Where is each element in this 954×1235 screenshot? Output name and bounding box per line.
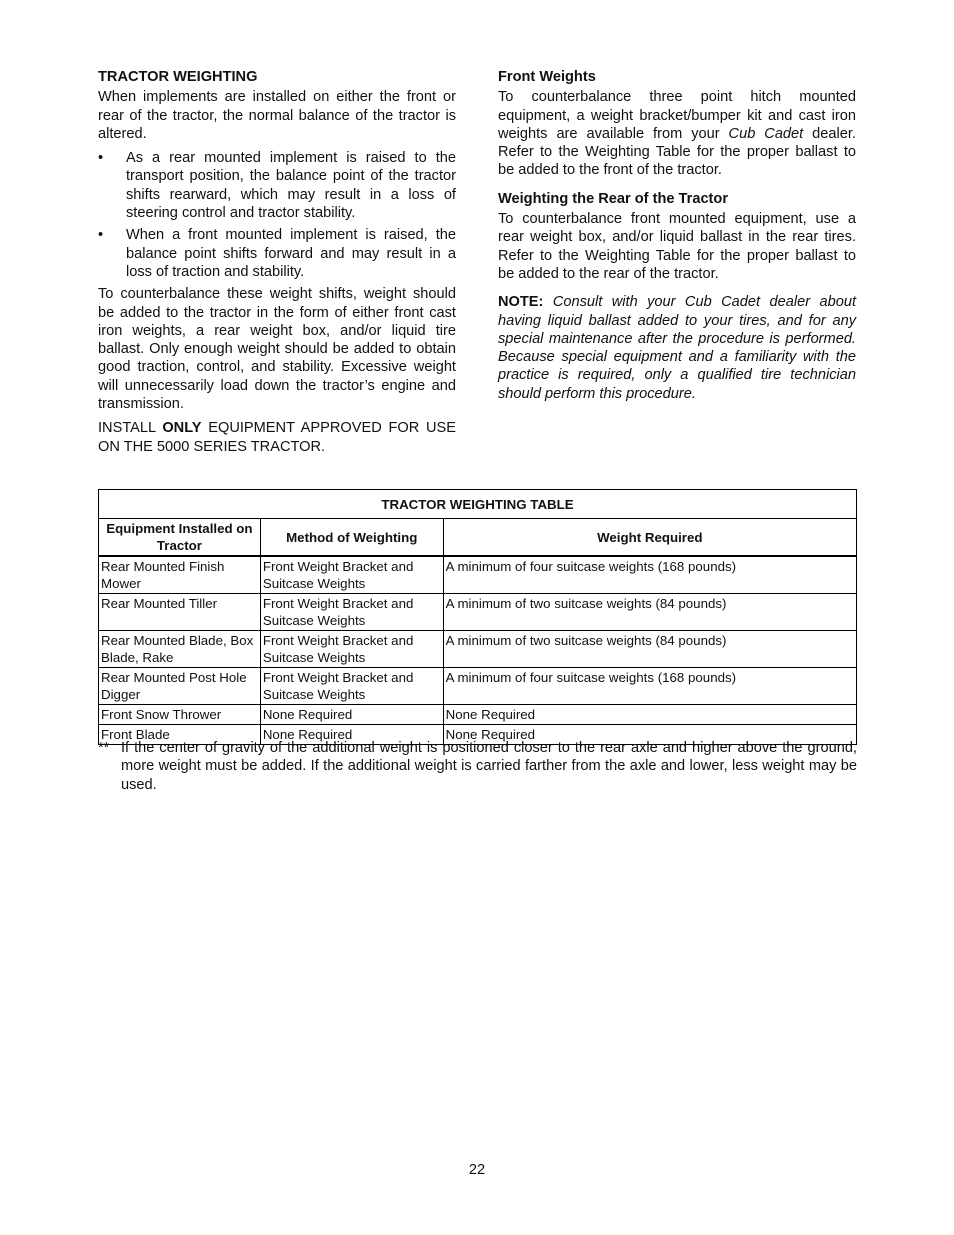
table-cell: Front Snow Thrower (99, 705, 261, 725)
install-bold: ONLY (162, 420, 202, 437)
front-text-pre: To counterbalance three point hitch mounted equipment, a weight bracket/bumper kit and cast iron weights are available from your (498, 89, 856, 142)
counterbalance-paragraph: To counterbalance these weight shifts, weight should be added to the tractor in the form of either front cast iron weights, a rear weight box, and/or liquid tire ballast. Only enough weight should be added to obtain good traction, control, and stability. Excessive weight will unnecessarily load down the tractor’s engine and transmission. (98, 286, 456, 413)
bullet-list (98, 149, 456, 281)
table-cell: A minimum of four suitcase weights (168 pounds) (443, 668, 856, 705)
table-row (99, 594, 857, 631)
bullet-item (98, 149, 456, 222)
bullet-mark: • (98, 227, 104, 244)
bullet-mark: • (98, 150, 104, 167)
table-cell: Rear Mounted Tiller (99, 594, 261, 631)
column-header: Weight Required (443, 519, 856, 557)
rear-weighting-paragraph: To counterbalance front mounted equipment, use a rear weight box, and/or liquid ballast in the rear tires. Refer to the Weighting Table for the proper ballast to be added to the rear of the tractor. (498, 211, 856, 282)
brand-name: Cub Cadet (728, 125, 804, 142)
table-cell: None Required (443, 705, 856, 725)
column-header: Method of Weighting (260, 519, 443, 557)
front-weights-paragraph (498, 88, 856, 179)
table-row (99, 668, 857, 705)
table-cell: Rear Mounted Blade, Box Blade, Rake (99, 631, 261, 668)
install-pre: INSTALL (98, 420, 163, 437)
note-paragraph (498, 293, 856, 403)
table-cell: Front Blade (99, 725, 261, 745)
footnote-mark: ** (98, 740, 110, 756)
front-text-post: dealer. Refer to the Weighting Table for the proper ballast to be added to the front of the tractor. (498, 125, 856, 179)
bullet-text: When a front mounted implement is raised, the balance point shifts forward and may result in a loss of traction and stability. (126, 227, 456, 280)
table-cell: Rear Mounted Finish Mower (99, 556, 261, 594)
right-column (498, 68, 856, 409)
left-column (98, 68, 456, 462)
table-cell: Rear Mounted Post Hole Digger (99, 668, 261, 705)
table-header-row (99, 519, 857, 557)
bullet-text: As a rear mounted implement is raised to the transport position, the balance point of the tractor shifts rearward, which may result in a loss of steering control and tractor stability. (126, 150, 456, 222)
column-header: Equipment Installed on Tractor (99, 519, 261, 557)
table-cell: Front Weight Bracket and Suitcase Weights (260, 556, 443, 594)
page-number: 22 (468, 1162, 486, 1178)
section-heading-tractor-weighting: TRACTOR WEIGHTING (98, 69, 258, 85)
intro-paragraph: When implements are installed on either the front or rear of the tractor, the normal balance of the tractor is altered. (98, 89, 456, 142)
table-cell: None Required (443, 725, 856, 745)
note-text: Consult with your Cub Cadet dealer about having liquid ballast added to your tires, and for any special maintenance after the procedure is performed. Because special equipment and a familiarity with the practice is required, only a qualified tire technician should perform this procedure. (498, 294, 856, 402)
table-cell: A minimum of two suitcase weights (84 pounds) (443, 631, 856, 668)
table-cell: None Required (260, 705, 443, 725)
table-cell: A minimum of two suitcase weights (84 pounds) (443, 594, 856, 631)
table-title: TRACTOR WEIGHTING TABLE (99, 490, 857, 519)
section-heading-rear-weighting: Weighting the Rear of the Tractor (498, 190, 729, 207)
table-cell: None Required (260, 725, 443, 745)
note-label: NOTE: (498, 294, 544, 311)
table-cell: Front Weight Bracket and Suitcase Weights (260, 668, 443, 705)
table-cell: Front Weight Bracket and Suitcase Weights (260, 631, 443, 668)
table-cell: Front Weight Bracket and Suitcase Weights (260, 594, 443, 631)
install-warning (98, 419, 456, 456)
table-cell: A minimum of four suitcase weights (168 pounds) (443, 556, 856, 594)
footnote-text: If the center of gravity of the additional weight is positioned closer to the rear axle and higher above the ground, more weight must be added. If the additional weight is carried farther from the axle and lower, less weight may be used. (121, 740, 857, 793)
table-row (99, 631, 857, 668)
table-row (99, 556, 857, 594)
section-heading-front-weights: Front Weights (498, 69, 596, 85)
table-footnote (98, 739, 857, 794)
table-row (99, 705, 857, 725)
tractor-weighting-table (98, 489, 857, 745)
bullet-item (98, 226, 456, 281)
install-post: EQUIPMENT APPROVED FOR USE ON THE 5000 SERIES TRACTOR. (98, 420, 456, 455)
